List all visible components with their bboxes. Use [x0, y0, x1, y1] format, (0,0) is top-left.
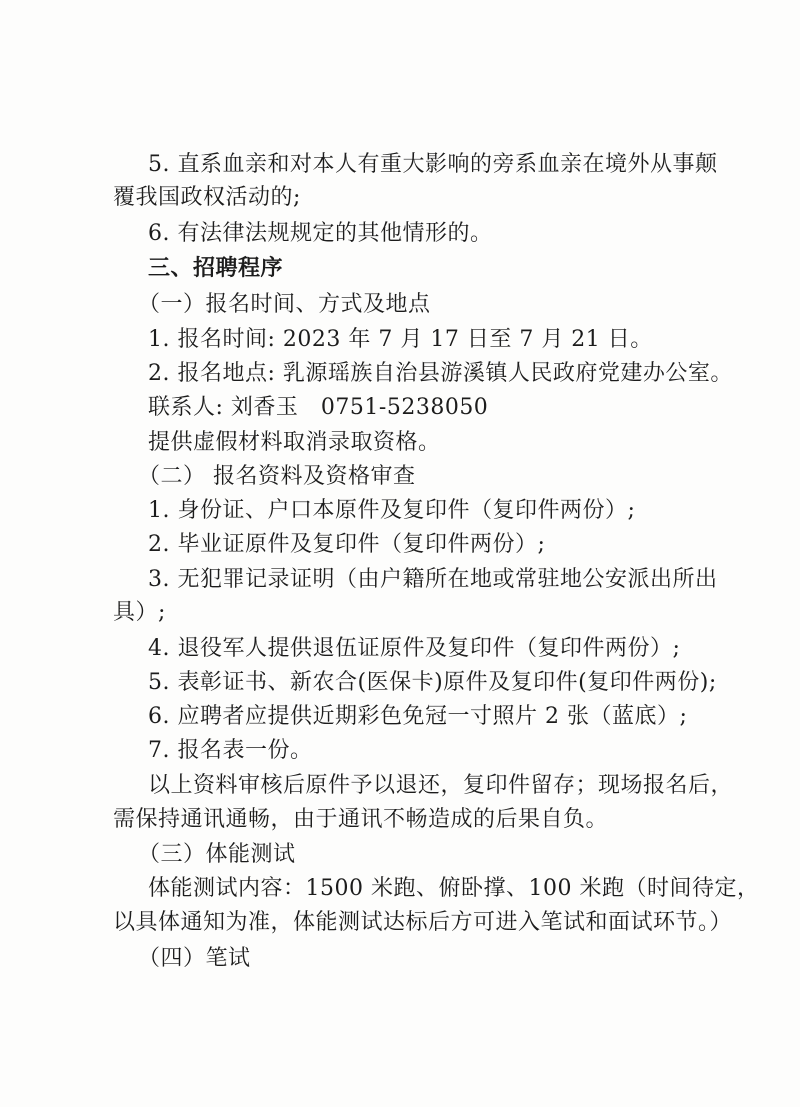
text-line: 1. 报名时间: 2023 年 7 月 17 日至 7 月 21 日。 [148, 327, 653, 352]
subsection-heading: （一）报名时间、方式及地点 [138, 292, 431, 317]
list-item: 4. 退役军人提供退伍证原件及复印件（复印件两份）; [148, 636, 681, 661]
list-item: 5. 表彰证书、新农合(医保卡)原件及复印件(复印件两份); [148, 670, 717, 695]
contact-line: 联系人: 刘香玉 0751-5238050 [148, 395, 489, 420]
list-item: 7. 报名表一份。 [148, 738, 313, 763]
subsection-heading: （三）体能测试 [138, 842, 296, 867]
text-line: 覆我国政权活动的; [113, 185, 301, 210]
text-line: 体能测试内容：1500 米跑、俯卧撑、100 米跑（时间待定， [148, 876, 760, 901]
list-item: 6. 应聘者应提供近期彩色免冠一寸照片 2 张（蓝底）; [148, 704, 688, 729]
list-item: 3. 无犯罪记录证明（由户籍所在地或常驻地公安派出所出 [148, 567, 718, 592]
section-heading: 三、招聘程序 [148, 256, 284, 281]
list-item: 2. 毕业证原件及复印件（复印件两份）; [148, 532, 546, 557]
text-line: 6. 有法律法规规定的其他情形的。 [148, 221, 493, 246]
text-line: 5. 直系血亲和对本人有重大影响的旁系血亲在境外从事颠 [148, 152, 718, 177]
text-line: 以具体通知为准，体能测试达标后方可进入笔试和面试环节。） [113, 910, 733, 935]
text-line: 以上资料审核后原件予以退还，复印件留存；现场报名后， [148, 773, 734, 798]
text-line: 需保持通讯通畅，由于通讯不畅造成的后果自负。 [113, 807, 609, 832]
subsection-heading: （四）笔试 [138, 946, 251, 971]
list-item: 1. 身份证、户口本原件及复印件（复印件两份）; [148, 498, 636, 523]
subsection-heading: （二） 报名资料及资格审查 [138, 464, 416, 489]
text-line: 具）; [113, 600, 166, 625]
text-line: 2. 报名地点: 乳源瑶族自治县游溪镇人民政府党建办公室。 [148, 361, 733, 386]
text-line: 提供虚假材料取消录取资格。 [148, 430, 441, 455]
